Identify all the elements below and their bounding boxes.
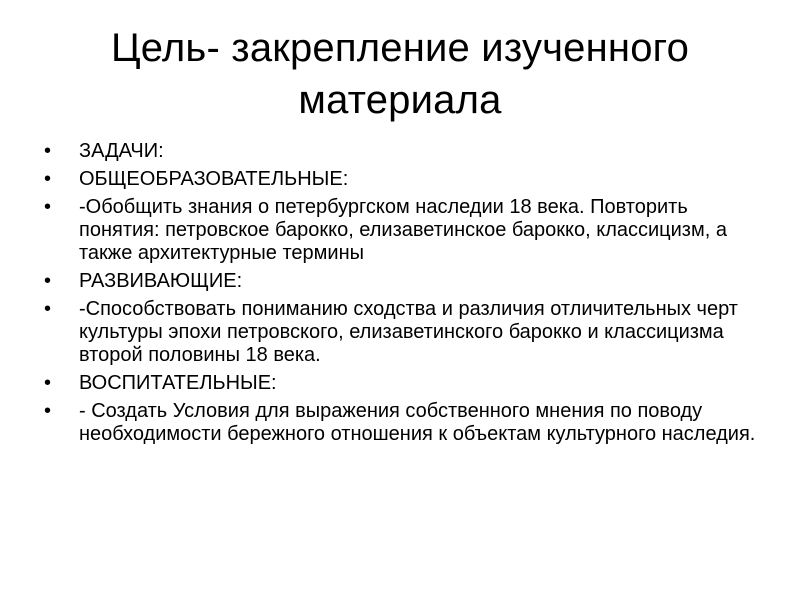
bullet-icon: • xyxy=(44,168,52,190)
list-item-text: РАЗВИВАЮЩИЕ: xyxy=(79,270,243,292)
list-item-text: -Способствовать пониманию сходства и различия отличительных черт культуры эпохи петровского, елизаветинского барокко и классицизма второй половины 18 века. xyxy=(79,298,738,366)
bullet-icon: • xyxy=(44,270,52,292)
list-item-text: - Создать Условия для выражения собственного мнения по поводу необходимости бережного отношения к объектам культурного наследия. xyxy=(79,400,756,445)
slide-title: Цель- закрепление изученного материала xyxy=(110,26,690,122)
list-item-text: ОБЩЕОБРАЗОВАТЕЛЬНЫЕ: xyxy=(79,168,349,190)
bullet-icon: • xyxy=(44,400,52,422)
bullet-icon: • xyxy=(44,298,52,320)
bullet-icon: • xyxy=(44,372,52,394)
bullet-icon: • xyxy=(44,140,52,162)
list-item xyxy=(40,196,760,265)
list-item xyxy=(40,270,760,293)
list-item xyxy=(40,168,760,191)
list-item xyxy=(40,140,760,163)
list-item xyxy=(40,298,760,367)
list-item-text: ВОСПИТАТЕЛЬНЫЕ: xyxy=(79,372,277,394)
list-item-text: -Обобщить знания о петербургском наследии 18 века. Повторить понятия: петровское барокко, елизаветинское барокко, классицизм, а также архитектурные термины xyxy=(79,196,727,264)
list-item xyxy=(40,372,760,395)
list-item-text: ЗАДАЧИ: xyxy=(79,140,164,162)
bullet-icon: • xyxy=(44,196,52,218)
bullet-list xyxy=(40,140,760,451)
list-item xyxy=(40,400,760,446)
